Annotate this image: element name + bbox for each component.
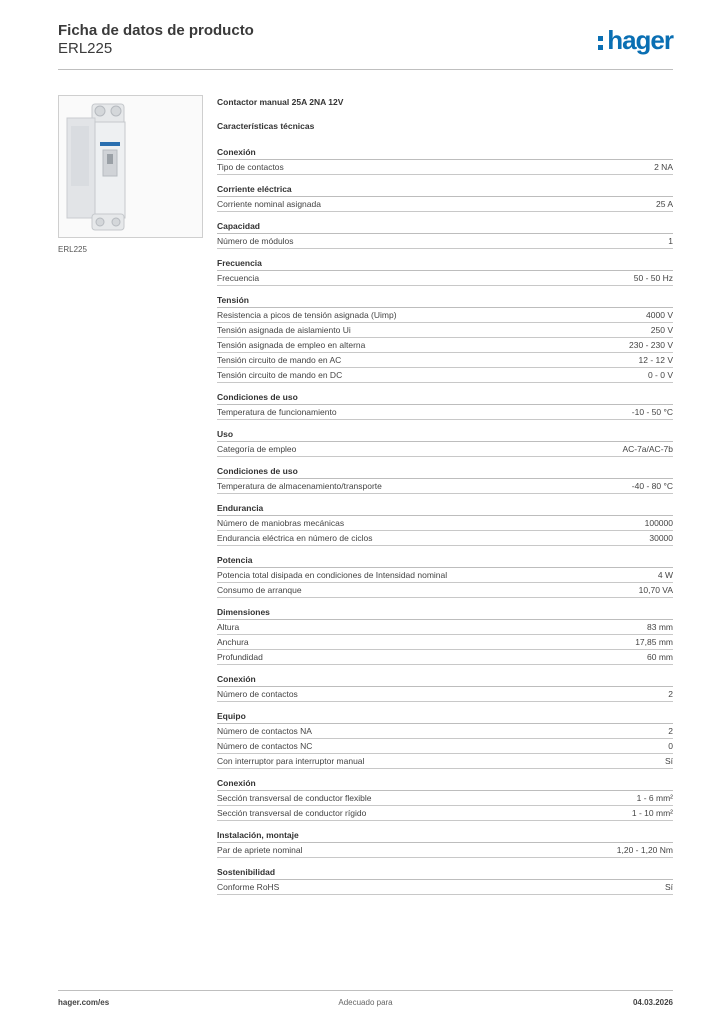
section-title: Equipo xyxy=(217,710,673,724)
contactor-device-icon xyxy=(59,96,202,237)
section-title: Conexión xyxy=(217,777,673,791)
spec-value: 17,85 mm xyxy=(635,637,673,647)
section-title: Conexión xyxy=(217,673,673,687)
section-title: Condiciones de uso xyxy=(217,465,673,479)
spec-value: 230 - 230 V xyxy=(629,340,673,350)
image-caption: ERL225 xyxy=(58,245,87,254)
spec-value: 1 - 6 mm² xyxy=(636,793,673,803)
spec-section xyxy=(217,829,673,858)
spec-section xyxy=(217,554,673,598)
page-header xyxy=(58,22,673,70)
spec-section xyxy=(217,183,673,212)
spec-row xyxy=(217,197,673,212)
spec-section xyxy=(217,777,673,821)
logo-dots-icon xyxy=(598,32,606,52)
spec-row xyxy=(217,880,673,895)
spec-row xyxy=(217,806,673,821)
section-title: Dimensiones xyxy=(217,606,673,620)
spec-value: 2 xyxy=(668,726,673,736)
spec-label: Profundidad xyxy=(217,652,263,662)
spec-label: Categoría de empleo xyxy=(217,444,297,454)
spec-label: Sección transversal de conductor rígido xyxy=(217,808,367,818)
spec-label: Resistencia a picos de tensión asignada (Uimp) xyxy=(217,310,397,320)
spec-value: 10,70 VA xyxy=(638,585,673,595)
spec-label: Altura xyxy=(217,622,240,632)
spec-row xyxy=(217,531,673,546)
spec-label: Número de maniobras mecánicas xyxy=(217,518,345,528)
spec-value: 50 - 50 Hz xyxy=(633,273,673,283)
section-title: Endurancia xyxy=(217,502,673,516)
spec-section xyxy=(217,257,673,286)
spec-row xyxy=(217,635,673,650)
spec-row xyxy=(217,620,673,635)
spec-row xyxy=(217,405,673,420)
spec-row xyxy=(217,368,673,383)
spec-section xyxy=(217,710,673,769)
spec-value: 1 - 10 mm² xyxy=(631,808,673,818)
section-title: Uso xyxy=(217,428,673,442)
page-footer xyxy=(58,990,673,1010)
spec-label: Consumo de arranque xyxy=(217,585,302,595)
document-title: Ficha de datos de producto xyxy=(58,22,254,39)
spec-row xyxy=(217,843,673,858)
spec-row xyxy=(217,754,673,769)
spec-section xyxy=(217,502,673,546)
section-title: Corriente eléctrica xyxy=(217,183,673,197)
product-specs xyxy=(217,96,673,903)
spec-section xyxy=(217,465,673,494)
spec-row xyxy=(217,568,673,583)
spec-value: 1 xyxy=(668,236,673,246)
section-title: Capacidad xyxy=(217,220,673,234)
spec-label: Frecuencia xyxy=(217,273,260,283)
spec-label: Temperatura de funcionamiento xyxy=(217,407,337,417)
spec-label: Par de apriete nominal xyxy=(217,845,303,855)
spec-section xyxy=(217,391,673,420)
spec-label: Tensión circuito de mando en AC xyxy=(217,355,342,365)
spec-section xyxy=(217,866,673,895)
spec-value: Sí xyxy=(664,882,673,892)
spec-section xyxy=(217,294,673,383)
spec-value: 0 xyxy=(668,741,673,751)
spec-label: Número de contactos NC xyxy=(217,741,313,751)
spec-value: 1,20 - 1,20 Nm xyxy=(616,845,673,855)
spec-row xyxy=(217,353,673,368)
spec-label: Tensión asignada de empleo en alterna xyxy=(217,340,366,350)
spec-row xyxy=(217,479,673,494)
spec-label: Tensión asignada de aislamiento Ui xyxy=(217,325,351,335)
spec-label: Temperatura de almacenamiento/transporte xyxy=(217,481,382,491)
spec-label: Corriente nominal asignada xyxy=(217,199,321,209)
spec-section xyxy=(217,606,673,665)
footer-suitable-for: Adecuado para xyxy=(338,998,393,1007)
hager-logo xyxy=(598,26,673,54)
spec-value: 250 V xyxy=(650,325,673,335)
spec-section xyxy=(217,146,673,175)
spec-value: Sí xyxy=(664,756,673,766)
spec-value: 60 mm xyxy=(647,652,673,662)
spec-label: Sección transversal de conductor flexible xyxy=(217,793,372,803)
spec-value: 12 - 12 V xyxy=(638,355,673,365)
spec-row xyxy=(217,724,673,739)
spec-label: Potencia total disipada en condiciones de Intensidad nominal xyxy=(217,570,448,580)
spec-value: 2 NA xyxy=(654,162,673,172)
spec-value: 4000 V xyxy=(646,310,673,320)
spec-label: Con interruptor para interruptor manual xyxy=(217,756,365,766)
spec-value: 30000 xyxy=(649,533,673,543)
spec-row xyxy=(217,650,673,665)
spec-section xyxy=(217,428,673,457)
section-title: Frecuencia xyxy=(217,257,673,271)
spec-value: 2 xyxy=(668,689,673,699)
spec-row xyxy=(217,516,673,531)
spec-row xyxy=(217,160,673,175)
spec-row xyxy=(217,739,673,754)
spec-label: Tensión circuito de mando en DC xyxy=(217,370,343,380)
spec-sections xyxy=(217,146,673,895)
spec-section xyxy=(217,220,673,249)
spec-value: 83 mm xyxy=(647,622,673,632)
spec-value: 0 - 0 V xyxy=(647,370,673,380)
section-title: Sostenibilidad xyxy=(217,866,673,880)
spec-row xyxy=(217,442,673,457)
spec-row xyxy=(217,583,673,598)
spec-row xyxy=(217,234,673,249)
spec-row xyxy=(217,323,673,338)
spec-row xyxy=(217,687,673,702)
spec-label: Tipo de contactos xyxy=(217,162,284,172)
section-title: Tensión xyxy=(217,294,673,308)
tech-characteristics-title: Características técnicas xyxy=(217,121,315,131)
product-image xyxy=(58,95,203,238)
spec-row xyxy=(217,271,673,286)
spec-label: Número de contactos NA xyxy=(217,726,312,736)
spec-value: 4 W xyxy=(657,570,673,580)
spec-section xyxy=(217,673,673,702)
section-title: Conexión xyxy=(217,146,673,160)
footer-date: 04.03.2026 xyxy=(632,998,673,1007)
section-title: Condiciones de uso xyxy=(217,391,673,405)
spec-row xyxy=(217,338,673,353)
spec-value: 25 A xyxy=(655,199,673,209)
spec-value: -40 - 80 °C xyxy=(631,481,673,491)
spec-row xyxy=(217,308,673,323)
section-title: Potencia xyxy=(217,554,673,568)
spec-label: Anchura xyxy=(217,637,249,647)
spec-value: AC-7a/AC-7b xyxy=(622,444,673,454)
section-title: Instalación, montaje xyxy=(217,829,673,843)
spec-label: Endurancia eléctrica en número de ciclos xyxy=(217,533,373,543)
spec-label: Conforme RoHS xyxy=(217,882,280,892)
product-code: ERL225 xyxy=(58,40,113,57)
logo-text: hager xyxy=(607,25,673,55)
spec-label: Número de módulos xyxy=(217,236,294,246)
footer-website-link[interactable]: hager.com/es xyxy=(58,998,110,1007)
spec-value: -10 - 50 °C xyxy=(631,407,673,417)
spec-value: 100000 xyxy=(644,518,673,528)
spec-row xyxy=(217,791,673,806)
spec-label: Número de contactos xyxy=(217,689,298,699)
product-name: Contactor manual 25A 2NA 12V xyxy=(217,97,344,107)
